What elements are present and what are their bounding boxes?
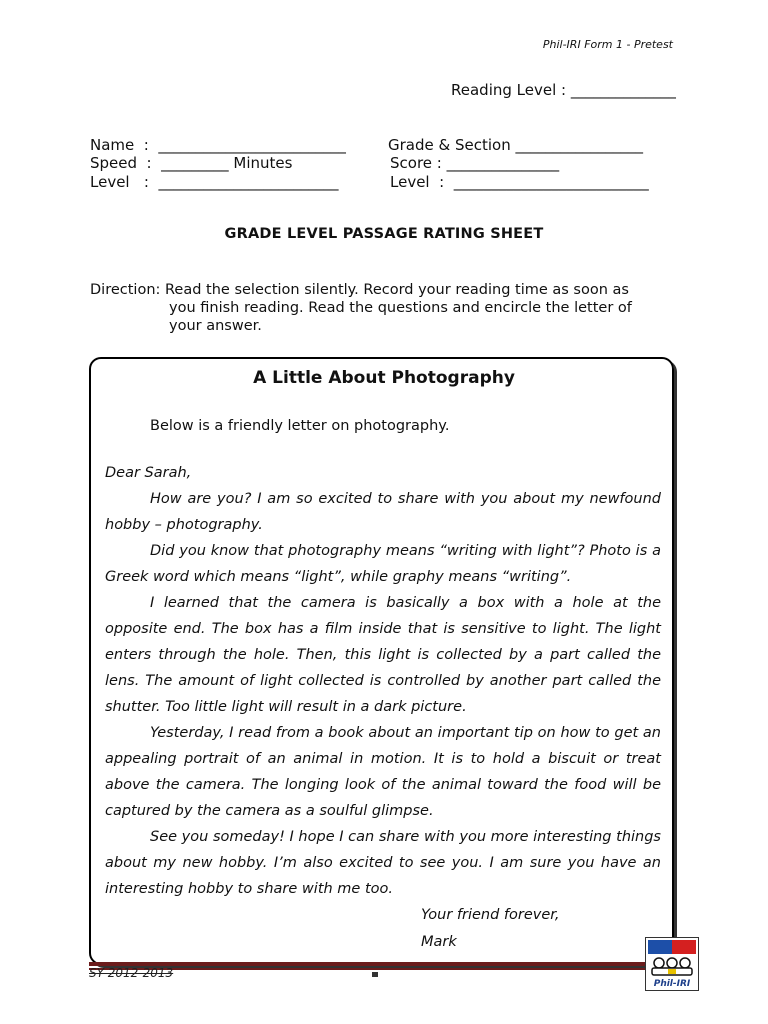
page-title: GRADE LEVEL PASSAGE RATING SHEET bbox=[224, 226, 544, 242]
name-field: Name : _________________________ bbox=[90, 136, 346, 154]
reading-level-field: Reading Level : ______________ bbox=[451, 81, 676, 99]
passage-title: A Little About Photography bbox=[253, 368, 515, 388]
level-field-right: Level : __________________________ bbox=[390, 173, 649, 191]
letter-body bbox=[105, 460, 661, 902]
letter-paragraph: See you someday! I hope I can share with you more interesting things about my new hobby. I’m also excited to see you. I am sure you have an interesting hobby to share with me too. bbox=[105, 829, 661, 897]
passage-intro: Below is a friendly letter on photography. bbox=[150, 418, 450, 434]
school-year: SY 2012-2013 bbox=[89, 966, 174, 980]
logo-caption: Phil-IRI bbox=[653, 979, 691, 989]
direction-line-3: your answer. bbox=[169, 318, 262, 334]
letter-paragraph: Did you know that photography means “writing with light”? Photo is a Greek word which means “light”, while graphy means “writing”. bbox=[105, 543, 661, 585]
logo-red-block bbox=[672, 940, 696, 954]
letter-salutation: Dear Sarah, bbox=[105, 465, 192, 481]
logo-blue-block bbox=[648, 940, 672, 954]
letter-closing: Your friend forever, bbox=[421, 907, 560, 923]
letter-paragraph: How are you? I am so excited to share with you about my newfound hobby – photography. bbox=[105, 491, 661, 533]
direction-line-2: you finish reading. Read the questions and encircle the letter of bbox=[169, 300, 632, 316]
phil-iri-logo bbox=[645, 937, 699, 991]
direction-text bbox=[90, 281, 632, 335]
form-label: Phil-IRI Form 1 - Pretest bbox=[542, 38, 673, 51]
logo-figures-icon bbox=[650, 956, 694, 976]
grade-section-field: Grade & Section _________________ bbox=[388, 136, 643, 154]
letter-signature: Mark bbox=[421, 934, 457, 950]
letter-paragraph: I learned that the camera is basically a box with a hole at the opposite end. The box has a film inside that is sensitive to light. The light enters through the hole. Then, this light is collected by a part called the lens. The amount of light collected is controlled by another part called the shutter. Too little light will result in a dark picture. bbox=[105, 595, 661, 715]
direction-line-1: Direction: Read the selection silently. Record your reading time as soon as bbox=[90, 282, 629, 298]
level-field-left: Level : ________________________ bbox=[90, 173, 339, 191]
score-field: Score : _______________ bbox=[390, 154, 560, 172]
footer-marker bbox=[372, 972, 378, 977]
letter-paragraph: Yesterday, I read from a book about an important tip on how to get an appealing portrait of an animal in motion. It is to hold a biscuit or treat above the camera. The longing look of the animal toward the food will be captured by the camera as a soulful glimpse. bbox=[105, 725, 661, 819]
speed-field: Speed : _________ Minutes bbox=[90, 154, 293, 172]
